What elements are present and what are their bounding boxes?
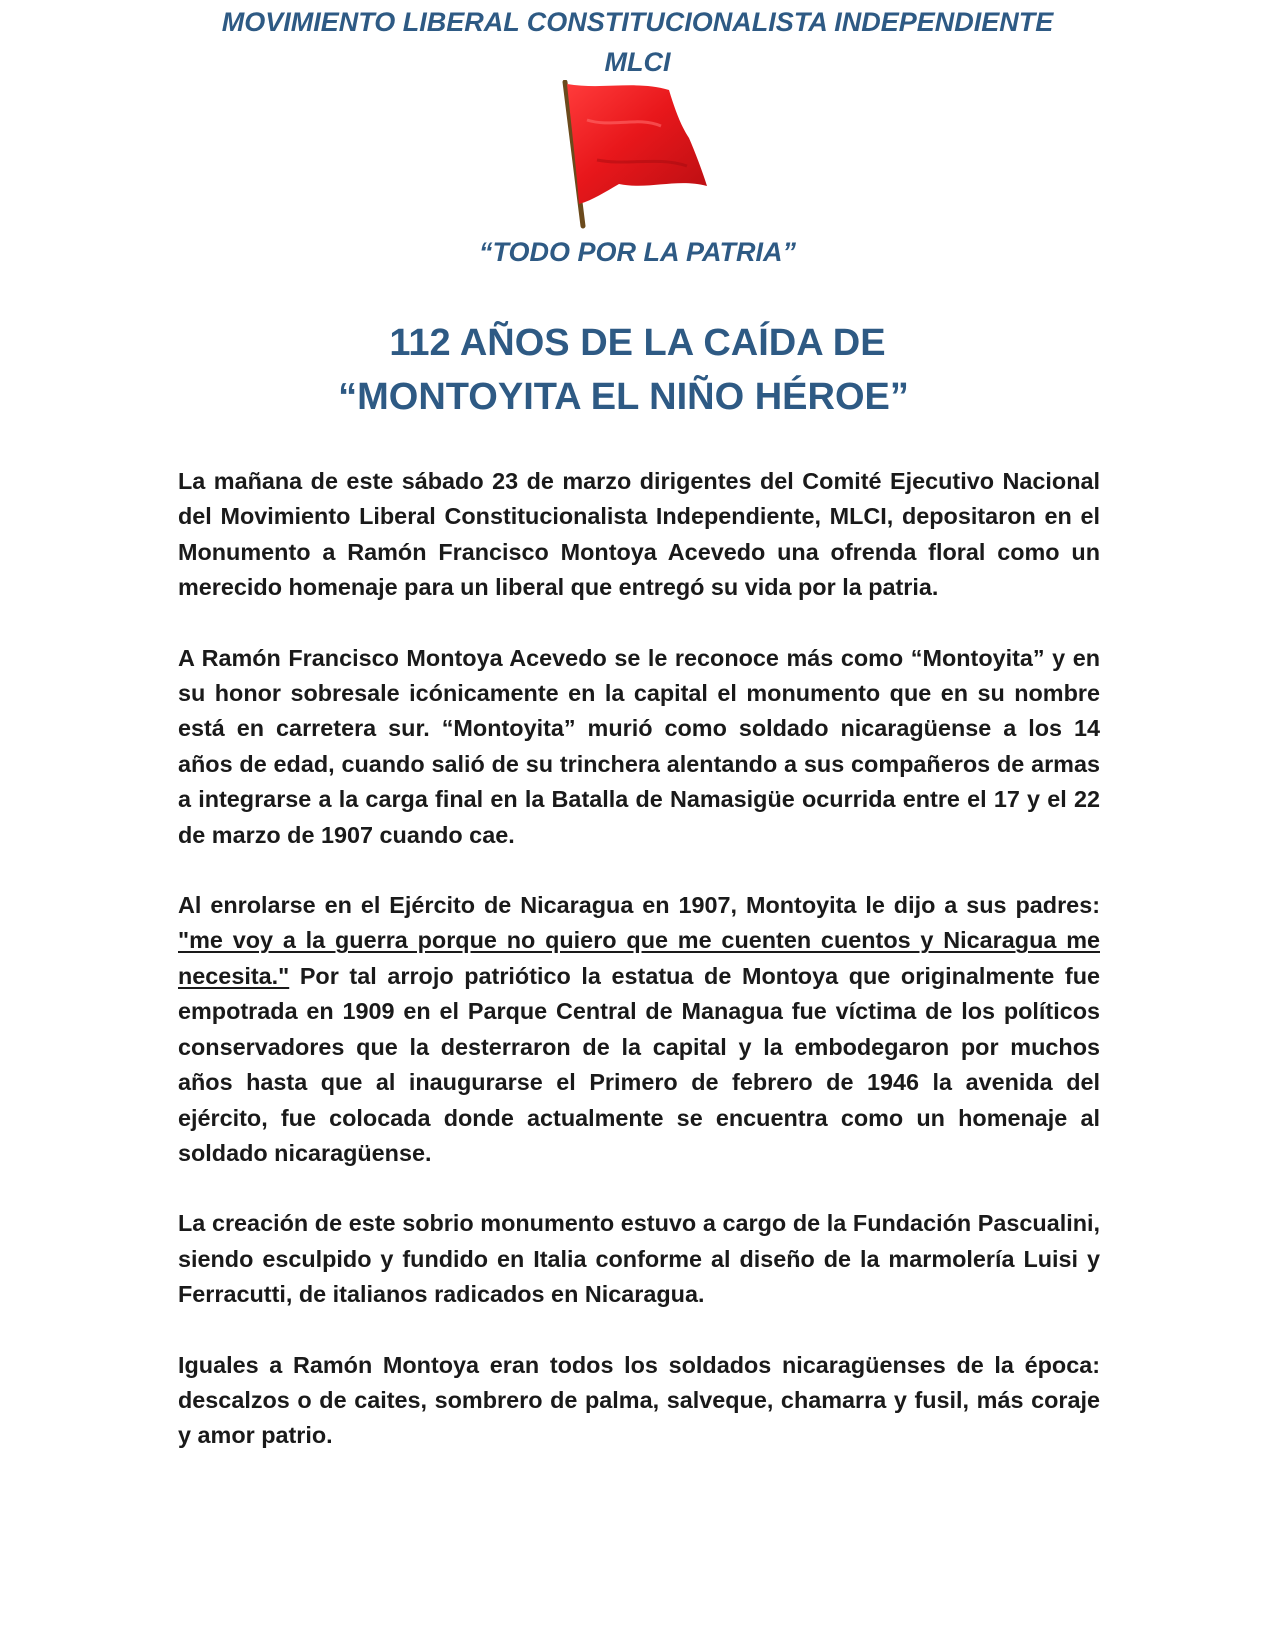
paragraph-3-rest: Por tal arrojo patriótico la estatua de Montoya que originalmente fue empotrada en 1909 en el Parque Central de Managua fue víctima de los políticos conservadores que la desterraron de la capital y la embodegaron por muchos años hasta que al inaugurarse el Primero de febrero de 1946 la avenida del ejército, fue colocada donde actualmente se encuentra como un homenaje al soldado nicaragüense. [178, 962, 1100, 1166]
organization-name: MOVIMIENTO LIBERAL CONSTITUCIONALISTA INDEPENDIENTE [221, 7, 1054, 37]
article-body [178, 464, 1100, 1489]
red-flag-icon [557, 80, 717, 230]
underlined-quote: "me voy a la guerra porque no quiero que me cuenten cuentos y Nicaragua me necesita." [178, 927, 1100, 989]
paragraph-1: La mañana de este sábado 23 de marzo dirigentes del Comité Ejecutivo Nacional del Movimiento Liberal Constitucionalista Independiente, MLCI, depositaron en el Monumento a Ramón Francisco Montoya Acevedo una ofrenda floral como un merecido homenaje para un liberal que entregó su vida por la patria. [178, 468, 1100, 601]
paragraph-5: Iguales a Ramón Montoya eran todos los soldados nicaragüenses de la época: descalzos o de caites, sombrero de palma, salveque, chamarra y fusil, más coraje y amor patrio. [178, 1351, 1100, 1449]
article-title-line-1: 112 AÑOS DE LA CAÍDA DE [389, 322, 886, 364]
organization-acronym: MLCI [604, 47, 671, 77]
motto: “TODO POR LA PATRIA” [479, 237, 796, 267]
paragraph-3 [178, 888, 1100, 1171]
paragraph-3-intro: Al enrolarse en el Ejército de Nicaragua en 1907, Montoyita le dijo a sus padres: [178, 892, 1100, 919]
paragraph-4: La creación de este sobrio monumento estuvo a cargo de la Fundación Pascualini, siendo esculpido y fundido en Italia conforme al diseño de la marmolería Luisi y Ferracutti, de italianos radicados en Nicaragua. [178, 1210, 1100, 1308]
flag-cloth [567, 84, 707, 204]
article-title-line-2: “MONTOYITA EL NIÑO HÉROE” [338, 376, 909, 418]
paragraph-2: A Ramón Francisco Montoya Acevedo se le reconoce más como “Montoyita” y en su honor sobresale icónicamente en la capital el monumento que en su nombre está en carretera sur. “Montoyita” murió como soldado nicaragüense a los 14 años de edad, cuando salió de su trinchera alentando a sus compañeros de armas a integrarse a la carga final en la Batalla de Namasigüe ocurrida entre el 17 y el 22 de marzo de 1907 cuando cae. [178, 644, 1100, 848]
